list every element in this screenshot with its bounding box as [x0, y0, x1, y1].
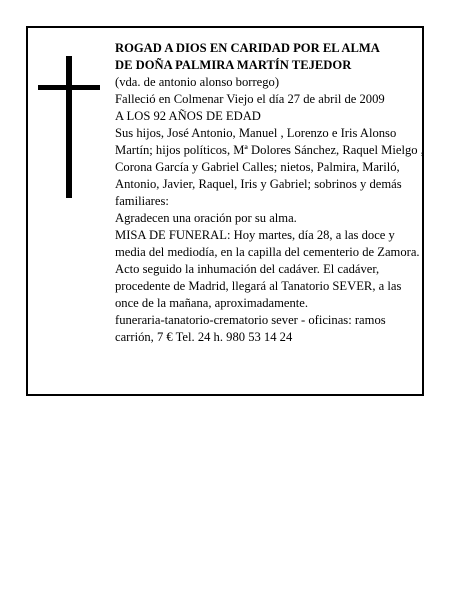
latin-cross-icon	[38, 56, 102, 198]
death-info: Falleció en Colmenar Viejo el día 27 de abril de 2009	[115, 92, 385, 106]
cross-horizontal-bar	[38, 85, 100, 90]
heading-line-2: DE DOÑA PALMIRA MARTÍN TEJEDOR	[115, 58, 352, 72]
prayer-request: Agradecen una oración por su alma.	[115, 211, 297, 225]
funeral-details: MISA DE FUNERAL: Hoy martes, día 28, a las doce y media del mediodía, en la capilla del cementerio de Zamora. Acto seguido la inhumación del cadáver. El cadáver, procedente de Madrid, llegará al Tanatorio SEVER, a las once de la mañana, aproximadamente.	[115, 228, 420, 310]
heading-line-1: ROGAD A DIOS EN CARIDAD POR EL ALMA	[115, 41, 380, 55]
cross-vertical-bar	[66, 56, 72, 198]
age-info: A LOS 92 AÑOS DE EDAD	[115, 109, 261, 123]
funeral-home-contact: funeraria-tanatorio-crematorio sever - oficinas: ramos carrión, 7 € Tel. 24 h. 980 53 14 24	[115, 313, 386, 344]
family-list: Sus hijos, José Antonio, Manuel , Lorenzo e Iris Alonso Martín; hijos políticos, Mª Dolores Sánchez, Raquel Mielgo , Corona García y Gabriel Calles; nietos, Palmira, Mariló, Antonio, Javier, Raquel, Iris y Gabriel; sobrinos y demás familiares:	[115, 126, 424, 208]
obituary-notice	[26, 26, 424, 396]
obituary-text	[115, 40, 425, 346]
widow-of: (vda. de antonio alonso borrego)	[115, 75, 280, 89]
